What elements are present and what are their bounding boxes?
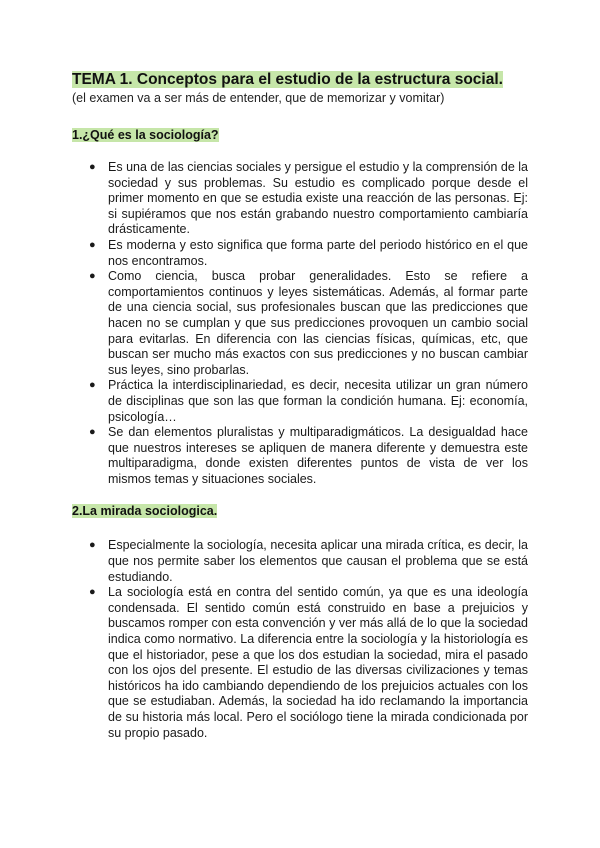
list-item-text: Es una de las ciencias sociales y persigue el estudio y la comprensión de la sociedad y sus problemas. Su estudio es complicado porque desde el primer momento en que se estudia existe una reacción de las personas. Ej: si supiéramos que nos están grabando nuestro comportamiento cambiaría drásticamente.	[108, 160, 528, 237]
list-item-text: Se dan elementos pluralistas y multiparadigmáticos. La desigualdad hace que nuestros intereses se apliquen de manera diferente y demuestra este multiparadigma, donde existen diferentes puntos de vista de ver los mismos temas y situaciones sociales.	[108, 425, 528, 486]
title-highlight: TEMA 1. Conceptos para el estudio de la estructura social.	[72, 71, 503, 88]
section-1-list	[72, 160, 528, 487]
list-item-text: La sociología está en contra del sentido común, ya que es una ideología condensada. El sentido común está construido en base a prejuicios y buscamos romper con esta convención y ver más allá de lo que la sociedad indica como normativo. La diferencia entre la sociología y la historiología es que el historiador, pese a que los dos estudian la sociedad, mira el pasado con los ojos del presente. El estudio de las diversas civilizaciones y temas históricos ha ido cambiando dependiendo de los prejuicios actuales con los que se estudiaban. Además, la sociedad ha ido reclamando la importancia de su historia más local. Pero el sociólogo tiene la mirada condicionada por su propio pasado.	[108, 585, 528, 740]
section-heading-1-highlight: 1.¿Qué es la sociología?	[72, 128, 219, 142]
list-item	[72, 425, 528, 487]
bullet-icon: ●	[89, 426, 96, 439]
list-item-text: Práctica la interdisciplinariedad, es decir, necesita utilizar un gran número de disciplinas que son las que forman la condición humana. Ej: economía, psicología…	[108, 378, 528, 424]
list-item-text: Es moderna y esto significa que forma parte del periodo histórico en el que nos encontramos.	[108, 237, 528, 268]
list-item-text: Como ciencia, busca probar generalidades. Esto se refiere a comportamientos continuos y leyes sistemáticas. Además, al formar parte de una ciencia social, sus profesionales buscan que las predicciones que hacen no se cumplan y que sus predicciones provoquen un cambio social para evitarlas. En diferencia con las ciencias físicas, químicas, etc, que buscan ser mucho más exactos con sus predicciones y no buscan cambiar sus leyes, sino probarlas.	[108, 269, 528, 377]
list-item	[72, 238, 528, 269]
list-item-text: Especialmente la sociología, necesita aplicar una mirada crítica, es decir, la que nos permite saber los elementos que causan el problema que se está estudiando.	[108, 538, 528, 584]
list-item	[72, 378, 528, 425]
page-title	[72, 70, 528, 90]
section-heading-1	[72, 127, 528, 144]
bullet-icon: ●	[89, 539, 96, 552]
bullet-icon: ●	[89, 586, 96, 599]
bullet-icon: ●	[89, 379, 96, 392]
list-item	[72, 269, 528, 378]
bullet-icon: ●	[89, 161, 96, 173]
page-subtitle: (el examen va a ser más de entender, que de memorizar y vomitar)	[72, 91, 445, 105]
list-item	[72, 160, 528, 238]
bullet-icon: ●	[89, 270, 96, 283]
list-item	[72, 585, 528, 741]
bullet-icon: ●	[89, 238, 96, 251]
list-item	[72, 538, 528, 585]
section-heading-2-highlight: 2.La mirada sociologica.	[72, 504, 218, 519]
document-content	[72, 70, 528, 741]
section-2-list	[72, 538, 528, 741]
section-heading-2	[72, 503, 528, 520]
